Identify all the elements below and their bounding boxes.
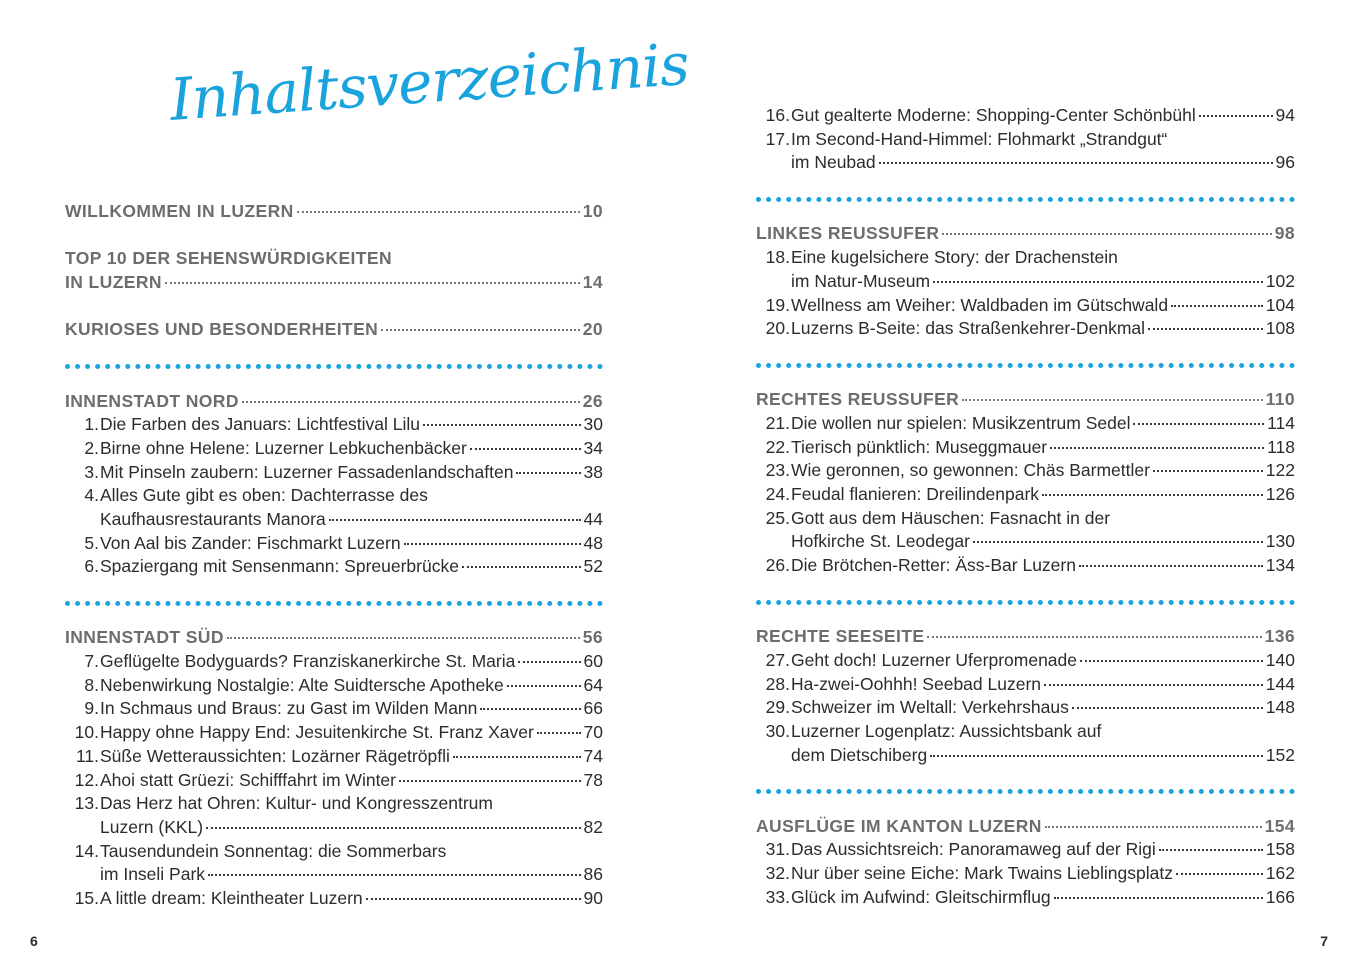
item-number: 8. <box>84 674 99 695</box>
dot-leader <box>399 780 581 782</box>
item-page: 38 <box>583 461 603 482</box>
toc-page-number: 110 <box>1265 389 1295 410</box>
toc-item[interactable] <box>65 555 603 579</box>
toc-item[interactable] <box>756 744 1295 768</box>
toc-item[interactable] <box>65 769 603 793</box>
item-text: Spaziergang mit Sensenmann: Spreuerbrücke <box>100 556 459 577</box>
toc-item[interactable] <box>65 413 603 437</box>
dot-leader <box>1148 328 1263 330</box>
section-title: LINKES REUSSUFER <box>756 223 940 244</box>
item-text: Luzerner Logenplatz: Aussichtsbank auf <box>791 720 1102 741</box>
item-page: 104 <box>1265 294 1295 315</box>
dot-leader <box>366 898 581 900</box>
dot-leader <box>516 472 580 474</box>
section-title: INNENSTADT NORD <box>65 390 239 411</box>
item-number: 15. <box>74 887 99 908</box>
item-text: Nebenwirkung Nostalgie: Alte Suidtersche Apotheke <box>100 674 504 695</box>
toc-section-linkes-reussufer[interactable] <box>756 222 1295 246</box>
toc-item[interactable] <box>65 816 603 840</box>
toc-item[interactable] <box>65 461 603 485</box>
item-text: Wie geronnen, so gewonnen: Chäs Barmettler <box>791 460 1150 481</box>
section-title: RECHTES REUSSUFER <box>756 389 960 410</box>
item-text: Ha-zwei-Oohhh! Seebad Luzern <box>791 673 1042 694</box>
dot-leader <box>927 636 1261 638</box>
dot-leader <box>1042 494 1263 496</box>
item-text: Kaufhausrestaurants Manora <box>100 508 326 529</box>
toc-item[interactable] <box>65 508 603 532</box>
dot-leader <box>1045 826 1262 828</box>
toc-item[interactable] <box>756 554 1295 578</box>
item-number: 28. <box>765 673 790 694</box>
item-number: 31. <box>765 839 790 860</box>
toc-item-line1[interactable] <box>65 484 603 508</box>
section-divider <box>65 579 603 626</box>
dot-leader <box>227 637 580 639</box>
item-page: 66 <box>583 698 603 719</box>
item-text: Süße Wetteraussichten: Lozärner Rägetröpfli <box>100 745 450 766</box>
item-number: 10. <box>74 722 99 743</box>
section-title: AUSFLÜGE IM KANTON LUZERN <box>756 815 1042 836</box>
dot-leader <box>208 874 581 876</box>
toc-item[interactable] <box>756 483 1295 507</box>
item-text: Nur über seine Eiche: Mark Twains Lieblingsplatz <box>791 863 1173 884</box>
item-number: 27. <box>765 649 790 670</box>
dot-leader <box>462 566 581 568</box>
item-page: 134 <box>1265 555 1295 576</box>
toc-item[interactable] <box>65 697 603 721</box>
toc-item[interactable] <box>65 863 603 887</box>
dot-leader <box>206 827 580 829</box>
item-page: 44 <box>583 508 603 529</box>
toc-item-line1[interactable] <box>65 840 603 864</box>
toc-entry-label: TOP 10 DER SEHENSWÜRDIGKEITEN <box>65 248 392 269</box>
dot-leader <box>1080 660 1263 662</box>
dot-leader <box>879 162 1273 164</box>
page-number-left: 6 <box>30 933 38 949</box>
dot-leader <box>1176 873 1263 875</box>
toc-item-line1[interactable] <box>756 128 1295 152</box>
item-number: 1. <box>84 414 99 435</box>
dot-leader <box>453 756 581 758</box>
toc-item[interactable] <box>65 650 603 674</box>
toc-page-number: 20 <box>582 319 603 340</box>
toc-item[interactable] <box>756 838 1295 862</box>
dot-leader <box>1044 684 1263 686</box>
item-text: In Schmaus und Braus: zu Gast im Wilden Mann <box>100 698 478 719</box>
toc-item[interactable] <box>756 886 1295 910</box>
item-text: Von Aal bis Zander: Fischmarkt Luzern <box>100 532 401 553</box>
toc-entry-label: KURIOSES UND BESONDERHEITEN <box>65 319 379 340</box>
toc-item-line1[interactable] <box>756 507 1295 531</box>
item-page: 118 <box>1267 436 1295 457</box>
item-number: 2. <box>84 437 99 458</box>
dot-leader <box>1133 423 1264 425</box>
dot-leader <box>1079 565 1263 567</box>
dot-leader <box>1050 447 1264 449</box>
dot-leader <box>537 732 581 734</box>
item-number: 19. <box>765 294 790 315</box>
item-text: Birne ohne Helene: Luzerner Lebkuchenbäcker <box>100 437 467 458</box>
dot-leader <box>1159 849 1263 851</box>
item-page: 122 <box>1265 460 1295 481</box>
toc-item[interactable] <box>65 532 603 556</box>
item-page: 78 <box>583 769 603 790</box>
toc-item-line1[interactable] <box>756 720 1295 744</box>
spacer <box>65 224 603 248</box>
item-page: 108 <box>1265 318 1295 339</box>
item-number: 13. <box>74 793 99 814</box>
item-number: 32. <box>765 863 790 884</box>
item-number: 4. <box>84 485 99 506</box>
toc-page-number: 10 <box>582 201 603 221</box>
item-text: Schweizer im Weltall: Verkehrshaus <box>791 697 1069 718</box>
item-text: A little dream: Kleintheater Luzern <box>100 887 363 908</box>
section-divider <box>756 767 1295 814</box>
item-page: 140 <box>1265 649 1295 670</box>
item-text: Geht doch! Luzerner Uferpromenade <box>791 649 1077 670</box>
item-number: 30. <box>765 720 790 741</box>
item-text: Feudal flanieren: Dreilindenpark <box>791 484 1040 505</box>
item-number: 9. <box>84 698 99 719</box>
item-page: 74 <box>583 745 603 766</box>
toc-item[interactable] <box>756 649 1295 673</box>
item-page: 114 <box>1267 412 1295 433</box>
item-page: 48 <box>583 532 603 553</box>
section-title: RECHTE SEESEITE <box>756 626 925 647</box>
dot-leader <box>1199 115 1273 117</box>
item-number: 29. <box>765 697 790 718</box>
toc-entry-top10-line1[interactable] <box>65 247 603 271</box>
toc-item[interactable] <box>756 436 1295 460</box>
item-text: Gut gealterte Moderne: Shopping-Center Schönbühl <box>791 105 1196 125</box>
item-page: 82 <box>583 816 603 837</box>
item-page: 60 <box>583 651 603 672</box>
toc-item[interactable] <box>65 674 603 698</box>
toc-section-ausfluege[interactable] <box>756 815 1295 839</box>
item-number: 24. <box>765 484 790 505</box>
item-number: 3. <box>84 461 99 482</box>
dot-leader <box>480 708 580 710</box>
item-page: 130 <box>1265 531 1295 552</box>
toc-item[interactable] <box>756 151 1295 175</box>
toc-left-column <box>65 200 603 911</box>
toc-item[interactable] <box>65 745 603 769</box>
item-number: 21. <box>765 412 790 433</box>
dot-leader <box>962 399 1262 401</box>
item-number: 22. <box>765 436 790 457</box>
item-page: 126 <box>1265 484 1295 505</box>
item-text: Wellness am Weiher: Waldbaden im Gütschwald <box>791 294 1169 315</box>
toc-item-line1[interactable] <box>65 792 603 816</box>
toc-page-number: 98 <box>1274 223 1295 244</box>
dot-leader <box>242 401 580 403</box>
toc-item[interactable] <box>756 696 1295 720</box>
item-number: 25. <box>765 507 790 528</box>
item-number: 17. <box>765 128 790 149</box>
item-page: 96 <box>1275 152 1295 173</box>
item-text: Luzern (KKL) <box>100 816 204 837</box>
item-page: 52 <box>583 556 603 577</box>
item-text: Im Second-Hand-Himmel: Flohmarkt „Strandgut“ <box>791 128 1168 149</box>
item-number: 6. <box>84 556 99 577</box>
toc-entry-label: WILLKOMMEN IN LUZERN <box>65 201 294 221</box>
toc-page-number: 56 <box>582 627 603 648</box>
dot-leader <box>1072 707 1263 709</box>
dot-leader <box>404 543 581 545</box>
item-text: Das Aussichtsreich: Panoramaweg auf der Rigi <box>791 839 1156 860</box>
toc-item[interactable] <box>65 887 603 911</box>
dot-leader <box>165 282 580 284</box>
item-text: Mit Pinseln zaubern: Luzerner Fassadenlandschaften <box>100 461 514 482</box>
dot-leader <box>1171 305 1263 307</box>
item-page: 162 <box>1265 863 1295 884</box>
item-number: 18. <box>765 247 790 268</box>
dot-leader <box>933 281 1263 283</box>
item-page: 148 <box>1265 697 1295 718</box>
dot-leader <box>507 685 581 687</box>
toc-item[interactable] <box>756 459 1295 483</box>
item-page: 70 <box>583 722 603 743</box>
dot-leader <box>1054 897 1263 899</box>
item-number: 5. <box>84 532 99 553</box>
item-page: 86 <box>583 864 603 885</box>
toc-item[interactable] <box>756 862 1295 886</box>
dot-leader <box>518 661 580 663</box>
section-title: INNENSTADT SÜD <box>65 627 224 648</box>
spacer <box>65 295 603 319</box>
toc-item[interactable] <box>756 530 1295 554</box>
toc-item[interactable] <box>756 673 1295 697</box>
item-text: Gott aus dem Häuschen: Fasnacht in der <box>791 507 1111 528</box>
toc-page-number: 136 <box>1264 626 1295 647</box>
item-text: im Inseli Park <box>100 864 206 885</box>
item-number: 33. <box>765 886 790 907</box>
section-divider <box>756 175 1295 222</box>
item-page: 30 <box>583 414 603 435</box>
item-text: im Natur-Museum <box>791 270 931 291</box>
toc-section-innenstadt-nord[interactable] <box>65 390 603 414</box>
toc-item[interactable] <box>756 294 1295 318</box>
dot-leader <box>381 329 580 331</box>
item-page: 166 <box>1265 886 1295 907</box>
item-number: 26. <box>765 555 790 576</box>
item-text: Happy ohne Happy End: Jesuitenkirche St. Franz Xaver <box>100 722 534 743</box>
dot-leader <box>930 755 1263 757</box>
item-page: 144 <box>1265 673 1295 694</box>
dot-leader <box>329 519 581 521</box>
item-text: Alles Gute gibt es oben: Dachterrasse des <box>100 485 428 506</box>
toc-item[interactable] <box>756 412 1295 436</box>
item-number: 16. <box>765 105 790 125</box>
section-divider <box>756 341 1295 388</box>
item-text: Tausendundein Sonnentag: die Sommerbars <box>100 840 447 861</box>
toc-entry-kurioses[interactable] <box>65 318 603 342</box>
item-text: Luzerns B-Seite: das Straßenkehrer-Denkmal <box>791 318 1146 339</box>
item-number: 11. <box>75 745 99 766</box>
toc-item[interactable] <box>65 437 603 461</box>
dot-leader <box>1153 470 1263 472</box>
toc-entry-label: IN LUZERN <box>65 272 162 293</box>
toc-page-number: 26 <box>582 390 603 411</box>
dot-leader <box>297 211 580 213</box>
page-number-right: 7 <box>1320 933 1328 949</box>
item-text: Die wollen nur spielen: Musikzentrum Sedel <box>791 412 1131 433</box>
item-number: 20. <box>765 318 790 339</box>
toc-item[interactable] <box>756 317 1295 341</box>
item-text: Die Brötchen-Retter: Äss-Bar Luzern <box>791 555 1076 576</box>
toc-section-rechte-seeseite[interactable] <box>756 625 1295 649</box>
item-page: 152 <box>1265 744 1295 765</box>
toc-section-rechtes-reussufer[interactable] <box>756 388 1295 412</box>
section-divider <box>65 342 603 389</box>
toc-item[interactable] <box>756 270 1295 294</box>
dot-leader <box>973 541 1263 543</box>
toc-section-innenstadt-sued[interactable] <box>65 626 603 650</box>
toc-item[interactable] <box>756 104 1295 128</box>
toc-item[interactable] <box>65 721 603 745</box>
dot-leader <box>470 448 581 450</box>
item-text: Eine kugelsichere Story: der Drachenstein <box>791 247 1118 268</box>
toc-entry-top10[interactable] <box>65 271 603 295</box>
toc-entry-willkommen[interactable] <box>65 200 603 224</box>
toc-right-column <box>756 104 1295 909</box>
item-number: 12. <box>74 769 99 790</box>
item-page: 64 <box>583 674 603 695</box>
item-page: 102 <box>1265 270 1295 291</box>
item-text: dem Dietschiberg <box>791 744 928 765</box>
item-text: im Neubad <box>791 152 876 173</box>
item-page: 34 <box>583 437 603 458</box>
right-page <box>679 0 1358 974</box>
item-number: 7. <box>84 651 99 672</box>
item-text: Tierisch pünktlich: Museggmauer <box>791 436 1048 457</box>
item-text: Die Farben des Januars: Lichtfestival Lilu <box>100 414 421 435</box>
page-title: Inhaltsverzeichnis <box>167 29 691 134</box>
item-text: Glück im Aufwind: Gleitschirmflug <box>791 886 1051 907</box>
toc-page-number: 14 <box>582 272 603 293</box>
item-number: 14. <box>74 840 99 861</box>
item-page: 94 <box>1275 105 1295 125</box>
item-page: 158 <box>1265 839 1295 860</box>
item-number: 23. <box>765 460 790 481</box>
item-text: Das Herz hat Ohren: Kultur- und Kongresszentrum <box>100 793 493 814</box>
item-text: Geflügelte Bodyguards? Franziskanerkirche St. Maria <box>100 651 516 672</box>
section-divider <box>756 578 1295 625</box>
item-page: 90 <box>583 887 603 908</box>
dot-leader <box>423 424 581 426</box>
item-text: Hofkirche St. Leodegar <box>791 531 970 552</box>
toc-page-number: 154 <box>1264 815 1295 836</box>
dot-leader <box>942 233 1271 235</box>
item-text: Ahoi statt Grüezi: Schifffahrt im Winter <box>100 769 396 790</box>
toc-item-line1[interactable] <box>756 246 1295 270</box>
